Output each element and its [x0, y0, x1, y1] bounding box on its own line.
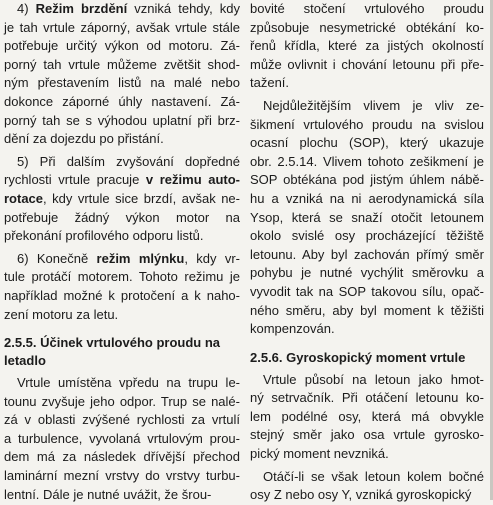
text-line: pohybu je nutné vychýlit směrovku a [250, 265, 484, 281]
text-line: 5) Při dalším zvyšování dopředné [17, 153, 240, 169]
text-line: ným přestavením listů na malé nebo [4, 75, 240, 91]
text-line: překonání profilového odporu listů. [4, 228, 204, 244]
text-line: 4) Režim brzdění vzniká tehdy, kdy [17, 1, 240, 16]
text-line: způsobuje nesymetrické obtékání ko- [250, 19, 484, 35]
paragraph-windmill-mode [4, 250, 240, 324]
heading-line: letadlo [4, 353, 46, 369]
text-line: hu a vzniká na ni aerodynamická síla [250, 190, 484, 206]
text-line: obr. 2.5.14. Vlivem tohoto zešikmení je [250, 153, 484, 169]
text-line: Vrtule působí na letoun jako hmot- [263, 371, 484, 387]
text-line: ocasní plochu (SOP), který ukazuje [250, 135, 484, 151]
text-line: může ovlivnit i chování letounu při pře- [250, 56, 484, 72]
text-line: lentní. Dále je nutné uvážit, že šrou- [4, 486, 212, 502]
text-line: okolo svislé osy procházející těžiště [250, 228, 484, 244]
text-line: vyvodit tak na SOP takovou sílu, opač- [250, 283, 484, 299]
text-line: porný tah vrtule můžeme zvětšit shod- [4, 56, 240, 72]
text-line: letounu. Aby byl zachován přímý směr [250, 246, 484, 262]
text-line: Ysop, která se snaží otočit letounem [250, 209, 484, 225]
text-line: tažení. [250, 75, 290, 91]
text-line: řenů křídla, které za jistých okolností [250, 38, 484, 54]
text-line: rychlosti vrtule pracuje v režimu auto- [4, 172, 240, 188]
text-line: Otáčí-li se však letoun kolem bočné [263, 468, 484, 484]
text-line: potřebuje žádný výkon motor na [4, 209, 240, 225]
text-line: a turbulence, vyvolaná vrtulovým prou- [4, 430, 240, 446]
text-line: potřebuje určitý výkon od motoru. Zá- [4, 38, 240, 54]
paragraph-spiral-slipstream [250, 0, 484, 93]
text-line: například možné k protočení a k naho- [4, 287, 240, 303]
text-line: rotace, kdy vrtule sice brzdí, avšak ne- [4, 190, 240, 206]
text-line: kompenzován. [250, 321, 335, 337]
text-line: laminární mezní vrstvy do vrstvy turbu- [4, 468, 240, 484]
text-line: zení motoru za letu. [4, 306, 119, 322]
text-line: šikmení vrtulového proudu na svislou [250, 116, 484, 132]
paragraph-propwash-drag [4, 374, 240, 504]
text-line: porný tah se s výhodou uplatní při brz- [4, 112, 240, 128]
heading-line: 2.5.6. Gyroskopický moment vrtule [250, 349, 466, 365]
section-heading-2-5-5 [4, 334, 240, 370]
paragraph-brake-mode [4, 0, 240, 149]
text-line: pický moment nevzniká. [250, 446, 389, 462]
text-line: zá v oblasti zvýšené rychlosti za vrtulí [4, 412, 240, 428]
text-line: je tah vrtule záporný, avšak vrtule stále [4, 19, 240, 35]
text-line: lem podélné osy, která má obvykle [250, 408, 484, 424]
heading-line: 2.5.5. Účinek vrtulového proudu na [4, 335, 220, 351]
text-line: 6) Konečně režim mlýnku, kdy vr- [17, 250, 240, 266]
text-line: Nejdůležitějším vlivem je vliv ze- [263, 97, 484, 113]
right-column [250, 0, 484, 505]
paragraph-gyroscopic-axes [250, 468, 484, 505]
text-line: dění za dojezdu po přistání. [4, 131, 164, 147]
paragraph-autorotation-mode [4, 153, 240, 246]
text-line: stejný směr jako osa vrtule gyrosko- [250, 427, 484, 443]
text-line: ného směru, aby byl moment k těžišti [250, 302, 484, 318]
text-line: SOP obtékána pod jistým úhlem nábě- [250, 172, 484, 188]
section-heading-2-5-6 [250, 349, 484, 367]
text-line: bovité stočení vrtulového proudu [250, 1, 484, 16]
text-line: ný setrvačník. Při otáčení letounu ko- [250, 390, 484, 406]
paragraph-sop-effect [250, 97, 484, 339]
text-line: dem má za následek dřívější přechod [4, 449, 240, 465]
text-line: Vrtule umístěna vpředu na trupu le- [17, 375, 240, 391]
paragraph-gyroscopic-flywheel [250, 371, 484, 464]
text-line: tule protáčí motorem. Tohoto režimu je [4, 269, 240, 285]
text-line: tounu zvyšuje jeho odpor. Trup se nalé- [4, 393, 240, 409]
left-column [4, 0, 240, 504]
text-line: osy Z nebo osy Y, vzniká gyroskopický [250, 487, 472, 503]
text-line: dokonce záporné úhly nastavení. Zá- [4, 93, 240, 109]
